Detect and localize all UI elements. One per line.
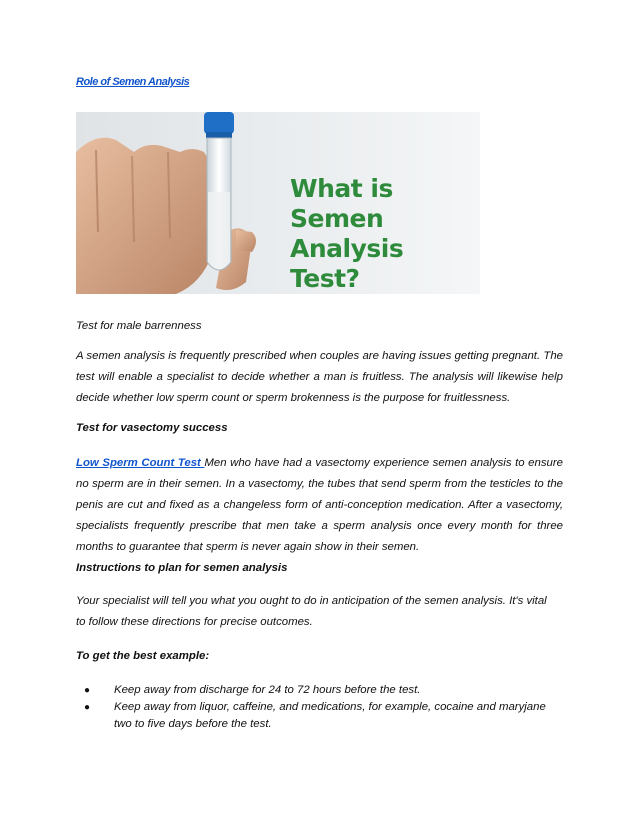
low-sperm-count-test-link[interactable]: Low Sperm Count Test (76, 457, 205, 469)
vasectomy-heading: Test for vasectomy success (76, 422, 228, 434)
list-item-text: Keep away from liquor, caffeine, and medications, for example, cocaine and maryjane two to five days before the test. (114, 701, 546, 730)
instructions-heading: Instructions to plan for semen analysis (76, 562, 288, 574)
hero-image (76, 112, 480, 294)
paragraph-vasectomy (76, 453, 563, 558)
bullet-icon: ● (84, 685, 91, 696)
list-item (76, 682, 563, 699)
list-item (76, 699, 563, 733)
best-example-list (76, 682, 563, 733)
paragraph-male-barrenness: A semen analysis is frequently prescribed when couples are having issues getting pregnant. The test will enable a specialist to decide whether a man is fruitless. The analysis will likewise help decide whether low sperm count or sperm brokenness is the purpose for fruitlessness. (76, 350, 563, 404)
paragraph-vasectomy-text: Men who have had a vasectomy experience semen analysis to ensure no sperm are in their semen. In a vasectomy, the tubes that send sperm from the testicles to the penis are cut and fixed as a changeless form of anti-conception medication. After a vasectomy, specialists frequently prescribe that men take a sperm analysis once every month for three months to guarantee that sperm is never again show in their semen. (76, 457, 563, 553)
paragraph-instructions: Your specialist will tell you what you ought to do in anticipation of the semen analysis. It's vital to follow these directions for precise outcomes. (76, 595, 547, 628)
male-barrenness-heading: Test for male barrenness (76, 320, 202, 332)
role-of-semen-analysis-link[interactable]: Role of Semen Analysis (76, 76, 190, 88)
best-example-heading: To get the best example: (76, 650, 210, 662)
hero-title: What is Semen Analysis Test? (290, 174, 404, 293)
bullet-icon: ● (84, 702, 91, 713)
list-item-text: Keep away from discharge for 24 to 72 hours before the test. (114, 684, 421, 696)
